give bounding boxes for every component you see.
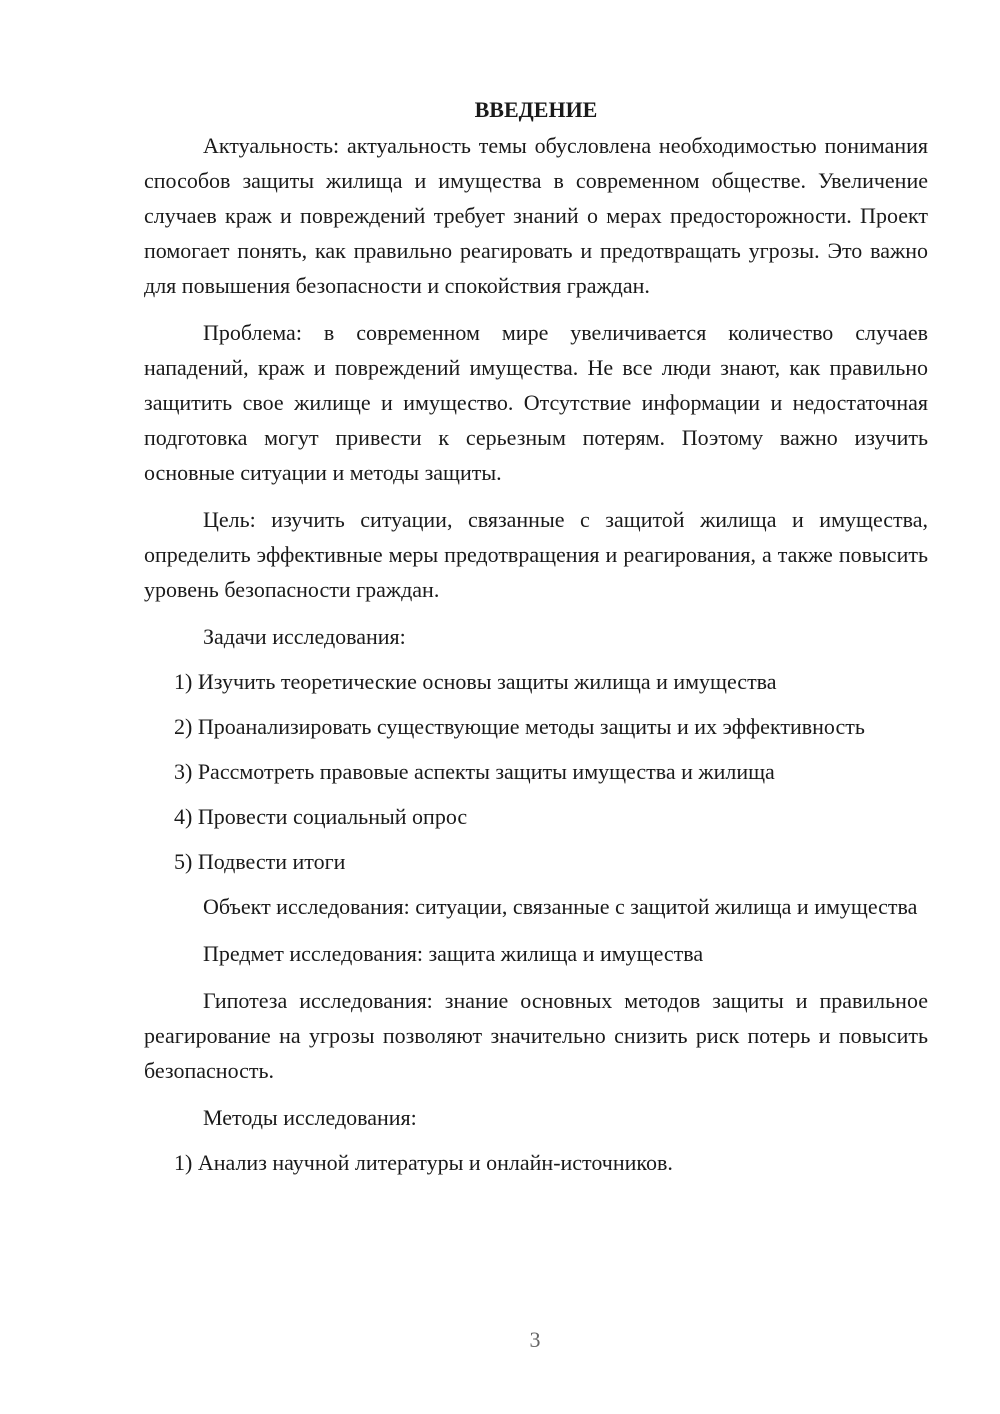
- document-page: [144, 92, 928, 1190]
- object-paragraph: Объект исследования: ситуации, связанные с защитой жилища и имущества: [203, 894, 918, 919]
- goal-paragraph: Цель: изучить ситуации, связанные с защитой жилища и имущества, определить эффективные меры предотвращения и реагирования, а также повысить уровень безопасности граждан.: [144, 507, 928, 602]
- method-item-1: 1) Анализ научной литературы и онлайн-источников.: [174, 1150, 673, 1175]
- task-item-1: 1) Изучить теоретические основы защиты жилища и имущества: [174, 669, 777, 694]
- methods-heading: Методы исследования:: [203, 1105, 417, 1130]
- task-item-4: 4) Провести социальный опрос: [174, 804, 468, 829]
- task-item-3: 3) Рассмотреть правовые аспекты защиты имущества и жилища: [174, 759, 775, 784]
- problem-paragraph: Проблема: в современном мире увеличивается количество случаев нападений, краж и повреждений имущества. Не все люди знают, как правильно защитить свое жилище и имущество. Отсутствие информации и недостаточная подготовка могут привести к серьезным потерям. Поэтому важно изучить основные ситуации и методы защиты.: [144, 320, 928, 485]
- tasks-heading: Задачи исследования:: [203, 624, 406, 649]
- hypothesis-paragraph: Гипотеза исследования: знание основных методов защиты и правильное реагирование на угрозы позволяют значительно снизить риск потерь и повысить безопасность.: [144, 988, 928, 1083]
- section-title: ВВЕДЕНИЕ: [474, 97, 598, 122]
- page-number: 3: [529, 1327, 541, 1352]
- subject-paragraph: Предмет исследования: защита жилища и имущества: [203, 941, 704, 966]
- relevance-paragraph: Актуальность: актуальность темы обусловлена необходимостью понимания способов защиты жилища и имущества в современном обществе. Увеличение случаев краж и повреждений требует знаний о мерах предосторожности. Проект помогает понять, как правильно реагировать и предотвращать угрозы. Это важно для повышения безопасности и спокойствия граждан.: [144, 133, 928, 298]
- task-item-2: 2) Проанализировать существующие методы защиты и их эффективность: [174, 714, 865, 739]
- task-item-5: 5) Подвести итоги: [174, 849, 346, 874]
